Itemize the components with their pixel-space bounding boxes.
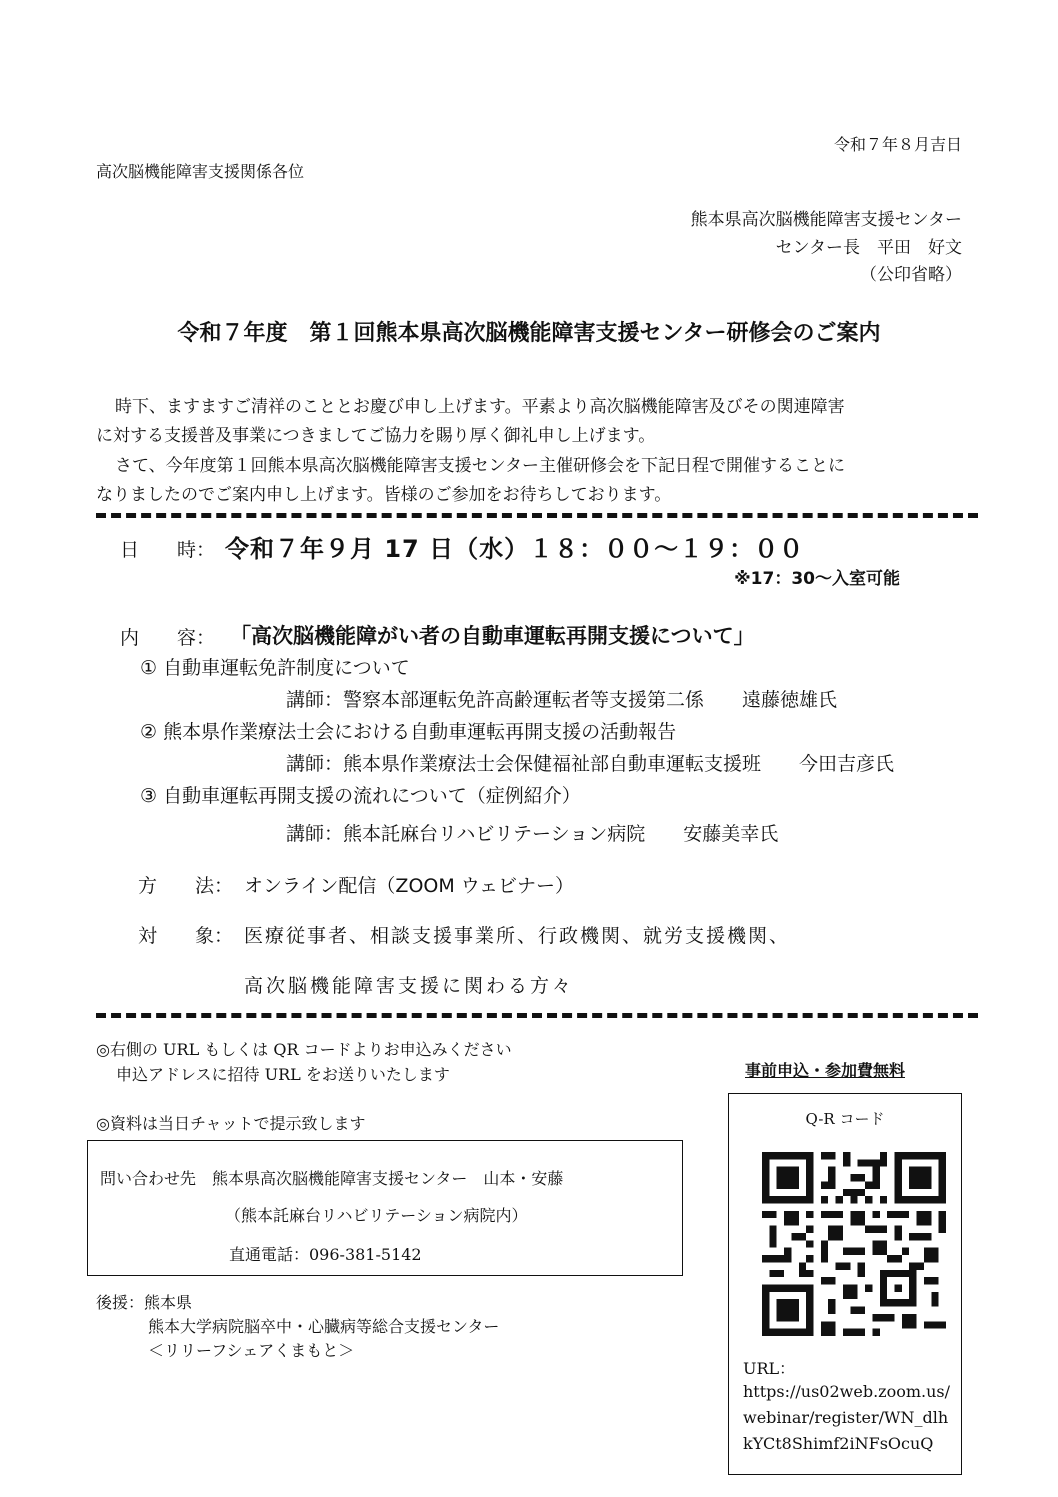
url-label: URL： [743, 1359, 796, 1378]
target-line-1: 医療従事者、相談支援事業所、行政機関、就労支援機関、 [244, 925, 791, 947]
registration-url-part-1[interactable]: https://us02web.zoom.us/ [743, 1382, 951, 1401]
registration-heading: 事前申込・参加費無料 [745, 1061, 906, 1080]
method-value: オンライン配信（ZOOM ウェビナー） [244, 875, 575, 897]
contact-line-2: （熊本託麻台リハビリテーション病院内） [225, 1206, 528, 1225]
sender-organization: 熊本県高次脳機能障害支援センター [690, 210, 962, 230]
sender-name: センター長 平田 好文 [775, 238, 962, 258]
qr-code-icon[interactable] [762, 1152, 946, 1336]
contact-line-1: 問い合わせ先 熊本県高次脳機能障害支援センター 山本・安藤 [100, 1169, 564, 1188]
dashed-divider-top [96, 513, 978, 518]
entry-time-note: ※17：30～入室可能 [734, 569, 900, 589]
dashed-divider-bottom [96, 1013, 978, 1018]
content-item-1: ① 自動車運転免許制度について [140, 657, 410, 679]
apply-note: 申込アドレスに招待 URL をお送りいたします [116, 1065, 450, 1084]
seal-omitted-note: （公印省略） [860, 265, 962, 285]
intro-line-2: に対する支援普及事業につきましてご協力を賜り厚く御礼申し上げます。 [96, 426, 656, 446]
support-line-2: 熊本大学病院脳卒中・心臓病等総合支援センター [148, 1317, 500, 1336]
contact-box [87, 1140, 683, 1276]
addressee: 高次脳機能障害支援関係各位 [96, 162, 305, 181]
page-title: 令和７年度 第１回熊本県高次脳機能障害支援センター研修会のご案内 [177, 320, 881, 346]
intro-line-1: 時下、ますますご清祥のこととお慶び申し上げます。平素より高次脳機能障害及びその関連障害 [115, 397, 845, 417]
content-label: 内 容： [120, 627, 216, 649]
intro-line-4: なりましたのでご案内申し上げます。皆様のご参加をお待ちしております。 [96, 485, 672, 505]
content-title: 「高次脳機能障がい者の自動車運転再開支援について」 [230, 624, 755, 648]
qr-label: Q-R コード [805, 1110, 885, 1128]
content-item-3: ③ 自動車運転再開支援の流れについて（症例紹介） [140, 785, 581, 807]
registration-url-part-2[interactable]: webinar/register/WN_dlh [743, 1408, 949, 1427]
materials-note: ◎資料は当日チャットで提示致します [96, 1114, 366, 1133]
intro-line-3: さて、今年度第１回熊本県高次脳機能障害支援センター主催研修会を下記日程で開催することに [115, 456, 845, 476]
schedule-value: 令和７年９月 17 日（水）１８：００～１９：００ [225, 535, 805, 563]
registration-url-part-3[interactable]: kYCt8Shimf2iNFsOcuQ [743, 1434, 934, 1453]
qr-box [728, 1093, 962, 1475]
support-line-1: 後援：熊本県 [96, 1293, 193, 1312]
support-line-3: ＜リリーフシェアくまもと＞ [148, 1341, 355, 1360]
contact-phone: 直通電話：096-381-5142 [229, 1245, 422, 1264]
document-date: 令和７年８月吉日 [833, 135, 962, 154]
lecturer-2: 講師：熊本県作業療法士会保健福祉部自動車運転支援班 今田吉彦氏 [286, 753, 895, 775]
target-label: 対 象： [138, 925, 234, 947]
schedule-label: 日 時： [120, 539, 216, 561]
apply-instruction: ◎右側の URL もしくは QR コードよりお申込みください [96, 1040, 512, 1059]
method-label: 方 法： [138, 875, 234, 897]
content-item-2: ② 熊本県作業療法士会における自動車運転再開支援の活動報告 [140, 721, 677, 743]
lecturer-1: 講師：警察本部運転免許高齢運転者等支援第二係 遠藤徳雄氏 [286, 689, 838, 711]
target-line-2: 高次脳機能障害支援に関わる方々 [244, 975, 575, 997]
lecturer-3: 講師：熊本託麻台リハビリテーション病院 安藤美幸氏 [286, 823, 779, 845]
